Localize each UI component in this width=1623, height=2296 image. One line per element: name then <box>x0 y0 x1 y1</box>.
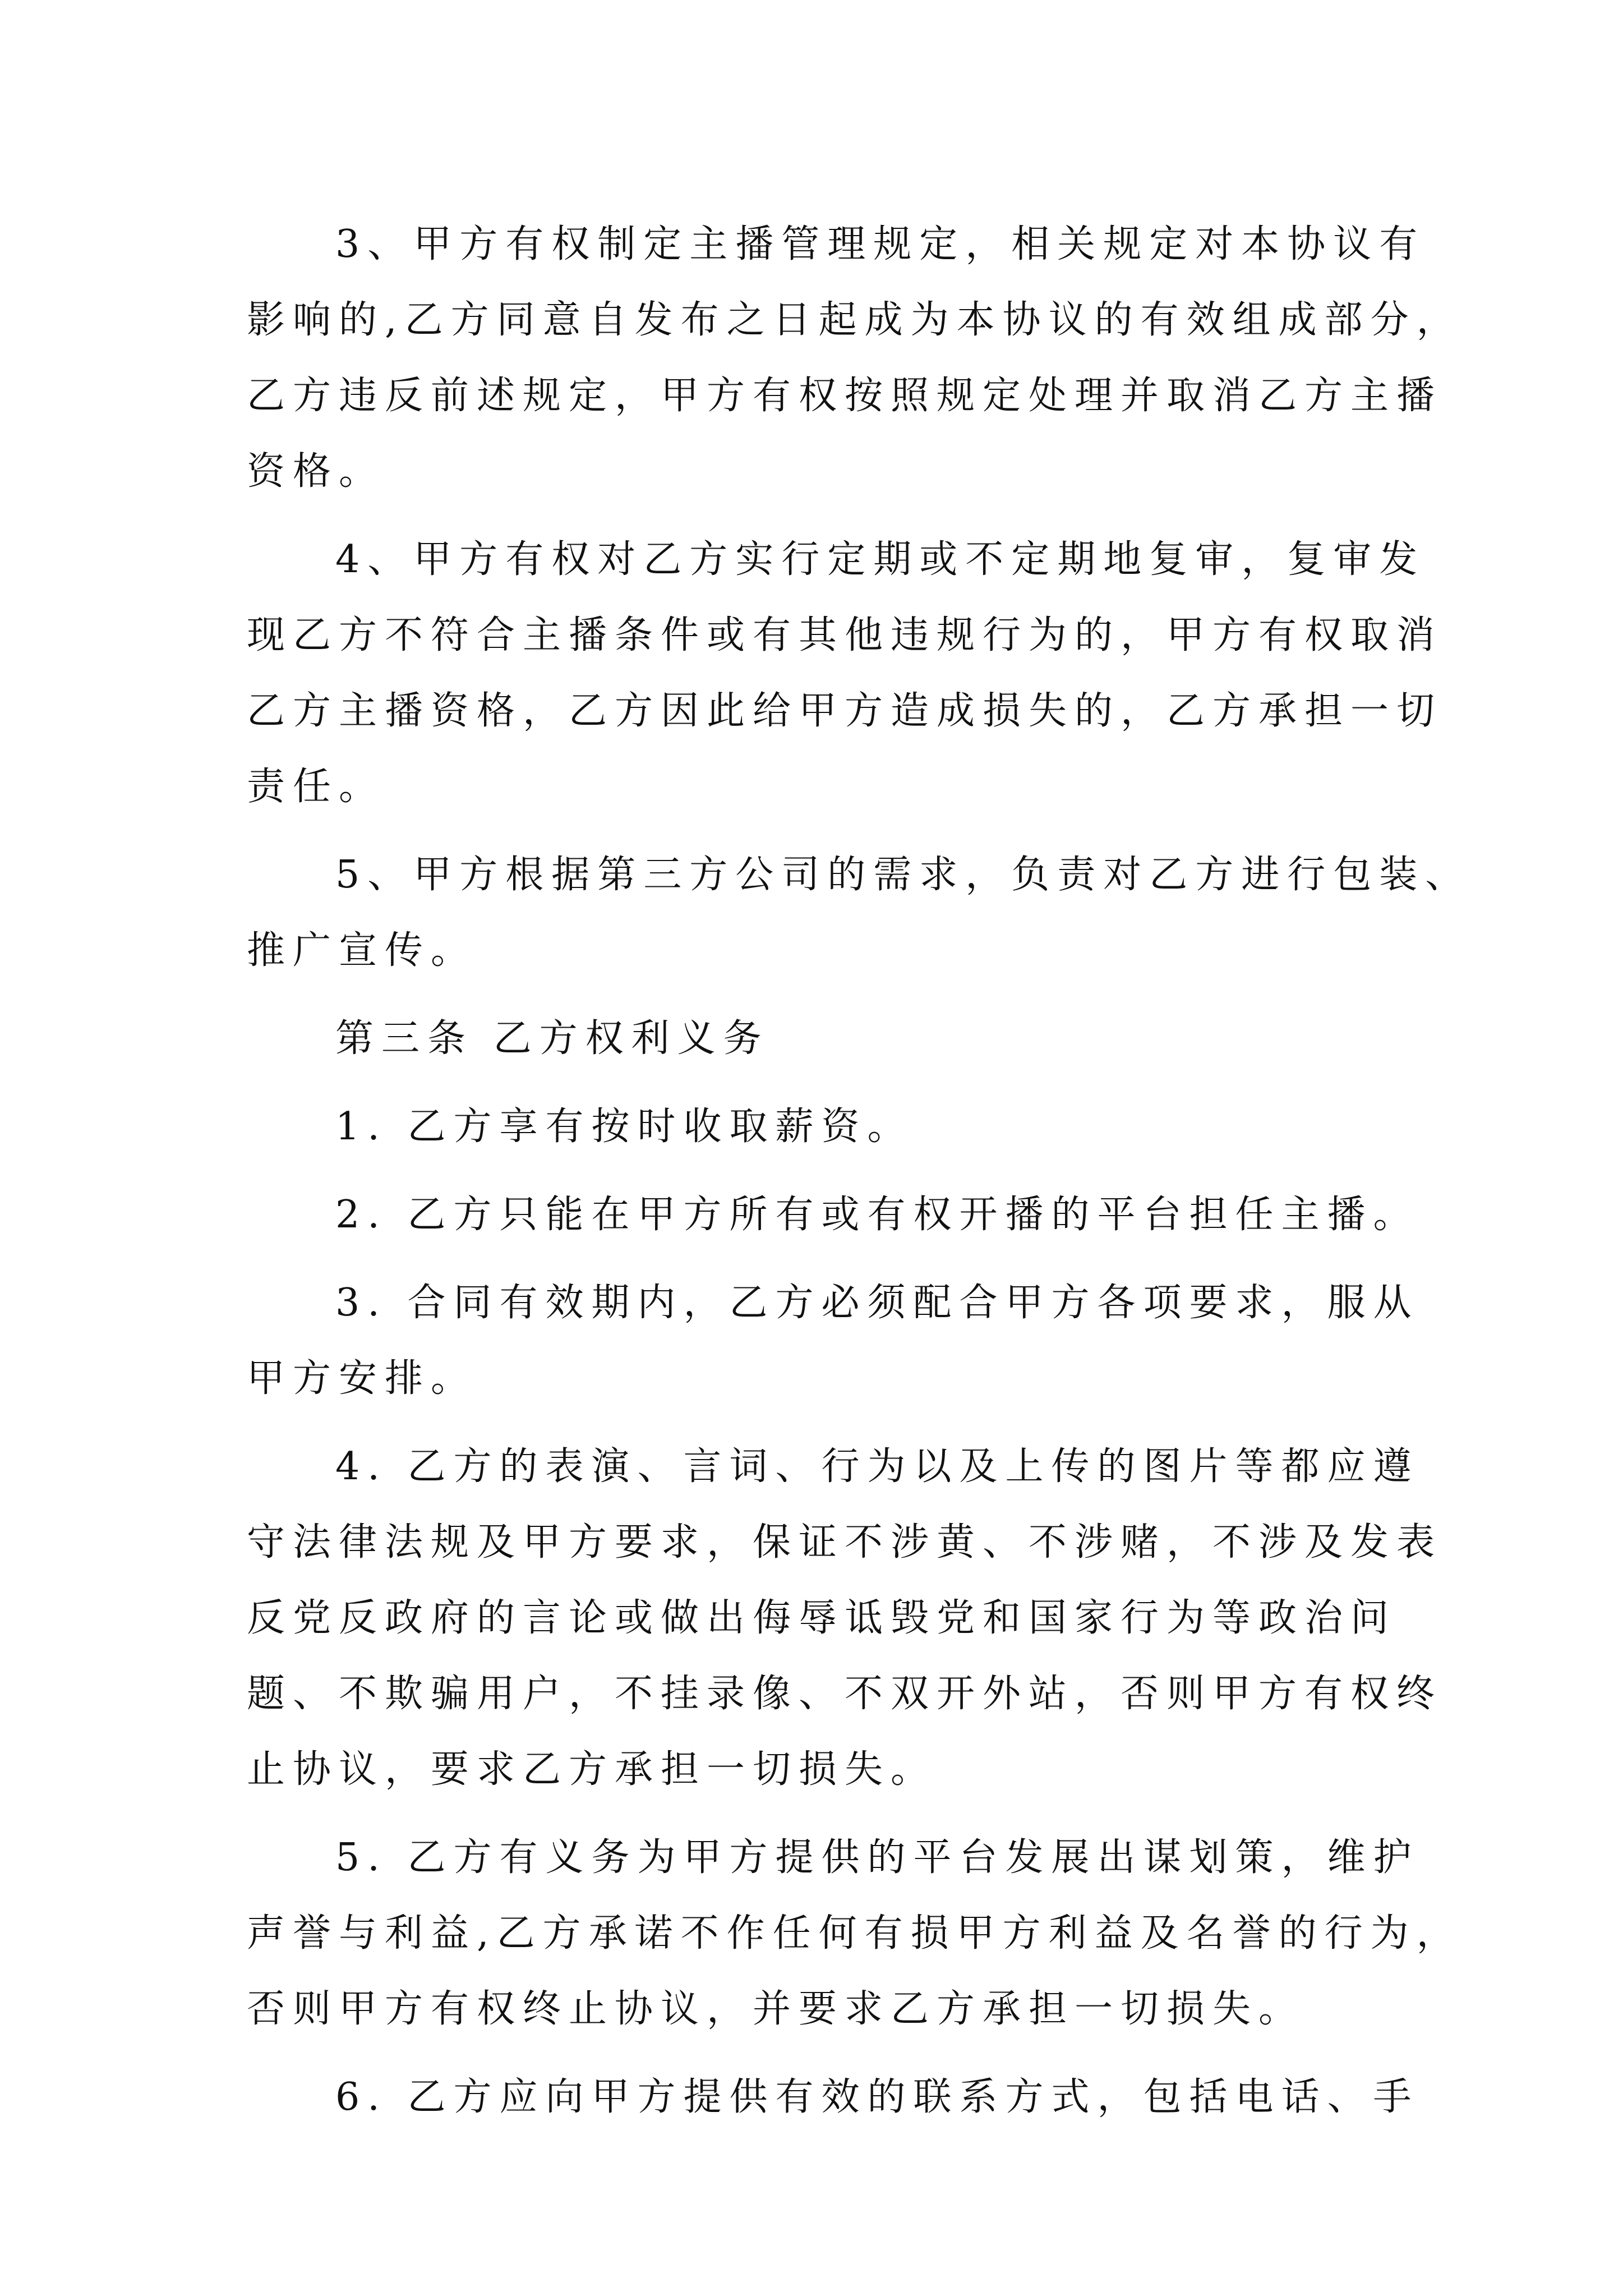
paragraph-line: 4. 乙方的表演、言词、行为以及上传的图片等都应遵 <box>335 1444 1419 1489</box>
item-5-paragraph <box>247 1820 1463 2047</box>
paragraph-line: 3、甲方有权制定主播管理规定，相关规定对本协议有 <box>335 222 1426 266</box>
item-6-paragraph <box>247 2059 1419 2135</box>
paragraph-line: 止协议，要求乙方承担一切损失。 <box>247 1747 937 1792</box>
section-heading: 第三条 乙方权利义务 <box>335 1016 769 1061</box>
paragraph-line: 乙方违反前述规定，甲方有权按照规定处理并取消乙方主播 <box>247 374 1443 418</box>
document-body <box>247 206 1472 2135</box>
paragraph-line: 题、不欺骗用户，不挂录像、不双开外站，否则甲方有权终 <box>247 1672 1443 1716</box>
paragraph-line: 声誉与利益,乙方承诺不作任何有损甲方利益及名誉的行为， <box>247 1911 1463 1955</box>
paragraph-line: 影响的,乙方同意自发布之日起成为本协议的有效组成部分， <box>247 298 1463 342</box>
item-2-paragraph <box>247 1177 1419 1253</box>
paragraph-line: 4、甲方有权对乙方实行定期或不定期地复审，复审发 <box>335 537 1426 582</box>
paragraph-line: 反党反政府的言论或做出侮辱诋毁党和国家行为等政治问 <box>247 1596 1397 1640</box>
clause-5-paragraph <box>247 837 1472 988</box>
paragraph-line: 3. 合同有效期内，乙方必须配合甲方各项要求，服从 <box>335 1281 1419 1325</box>
paragraph-line: 现乙方不符合主播条件或有其他违规行为的，甲方有权取消 <box>247 613 1443 657</box>
paragraph-line: 6. 乙方应向甲方提供有效的联系方式，包括电话、手 <box>335 2075 1419 2119</box>
paragraph-line: 5、甲方根据第三方公司的需求，负责对乙方进行包装、 <box>335 853 1472 897</box>
paragraph-line: 守法律法规及甲方要求，保证不涉黄、不涉赌，不涉及发表 <box>247 1520 1443 1565</box>
paragraph-line: 1. 乙方享有按时收取薪资。 <box>335 1105 914 1149</box>
clause-3-paragraph <box>247 206 1463 509</box>
paragraph-line: 2. 乙方只能在甲方所有或有权开播的平台担任主播。 <box>335 1193 1419 1237</box>
clause-4-paragraph <box>247 522 1443 825</box>
item-3-paragraph <box>247 1265 1419 1416</box>
paragraph-line: 责任。 <box>247 765 385 809</box>
paragraph-line: 推广宣传。 <box>247 928 477 973</box>
item-1-paragraph <box>247 1089 1396 1165</box>
paragraph-line: 5. 乙方有义务为甲方提供的平台发展出谋划策，维护 <box>335 1835 1419 1880</box>
paragraph-line: 乙方主播资格，乙方因此给甲方造成损失的，乙方承担一切 <box>247 689 1443 733</box>
paragraph-line: 资格。 <box>247 449 385 494</box>
article-3-heading <box>247 1001 1396 1076</box>
item-4-paragraph <box>247 1429 1443 1807</box>
paragraph-line: 甲方安排。 <box>247 1356 477 1401</box>
paragraph-line: 否则甲方有权终止协议，并要求乙方承担一切损失。 <box>247 1987 1305 2031</box>
